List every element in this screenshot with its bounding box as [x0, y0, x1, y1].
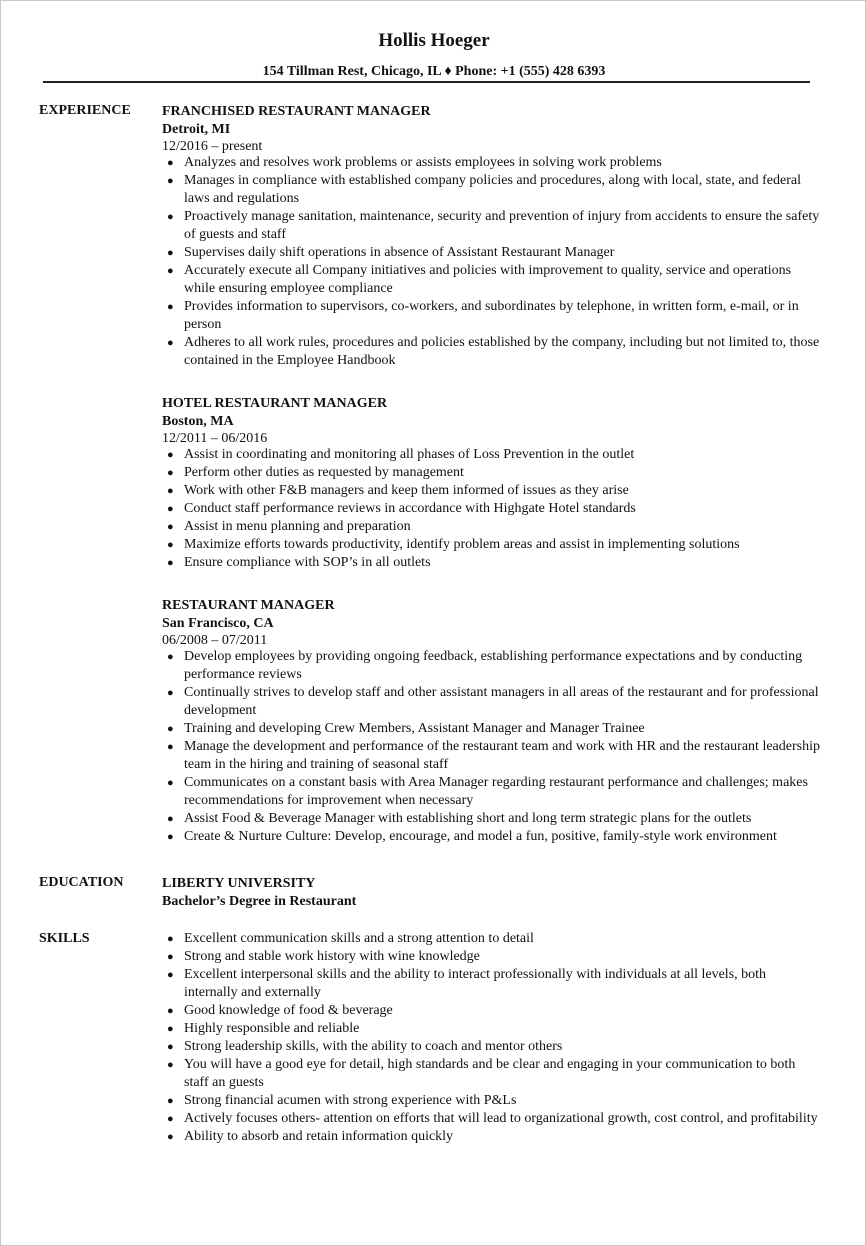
- list-item: [162, 464, 822, 482]
- list-item: [162, 1128, 822, 1146]
- skills-list: [162, 930, 822, 1146]
- list-item: [162, 482, 822, 500]
- bullet-text: Assist in coordinating and monitoring all phases of Loss Prevention in the outlet: [184, 447, 635, 462]
- bullet-icon: ●: [167, 157, 174, 169]
- skill-text: Excellent interpersonal skills and the ability to interact professionally with individuals at all levels, both internally and externally: [184, 967, 767, 1000]
- bullet-icon: ●: [167, 831, 174, 843]
- skill-text: Excellent communication skills and a strong attention to detail: [184, 931, 534, 946]
- bullet-icon: ●: [167, 521, 174, 533]
- bullet-text: Proactively manage sanitation, maintenance, security and prevention of injury from accidents to ensure the safety of guests and staff: [184, 209, 820, 242]
- job-title: FRANCHISED RESTAURANT MANAGER: [162, 104, 431, 119]
- bullet-icon: ●: [167, 951, 174, 963]
- list-item: [162, 172, 822, 208]
- bullet-text: Assist Food & Beverage Manager with establishing short and long term strategic plans for the outlets: [184, 811, 752, 826]
- skill-text: Actively focuses others- attention on efforts that will lead to organizational growth, cost control, and profitability: [184, 1111, 818, 1126]
- bullet-icon: ●: [167, 211, 174, 223]
- job-title: HOTEL RESTAURANT MANAGER: [162, 396, 388, 411]
- skill-text: Strong financial acumen with strong experience with P&Ls: [184, 1093, 517, 1108]
- bullet-icon: ●: [167, 777, 174, 789]
- bullet-icon: ●: [167, 265, 174, 277]
- bullet-text: Create & Nurture Culture: Develop, encourage, and model a fun, positive, family-style work environment: [184, 829, 777, 844]
- bullet-text: Training and developing Crew Members, Assistant Manager and Manager Trainee: [184, 721, 645, 736]
- list-item: [162, 334, 822, 370]
- skill-text: Ability to absorb and retain information quickly: [184, 1129, 454, 1144]
- list-item: [162, 1056, 822, 1092]
- list-item: [162, 828, 822, 846]
- header-divider: [43, 81, 810, 83]
- bullet-icon: ●: [167, 301, 174, 313]
- experience-heading: EXPERIENCE: [39, 103, 131, 118]
- bullet-text: Conduct staff performance reviews in accordance with Highgate Hotel standards: [184, 501, 636, 516]
- list-item: [162, 966, 822, 1002]
- bullet-icon: ●: [167, 1041, 174, 1053]
- skill-text: Strong leadership skills, with the ability to coach and mentor others: [184, 1039, 563, 1054]
- bullet-text: Manages in compliance with established company policies and procedures, along with local, state, and federal laws and regulations: [184, 173, 801, 206]
- list-item: [162, 1020, 822, 1038]
- list-item: [162, 244, 822, 262]
- bullet-icon: ●: [167, 723, 174, 735]
- list-item: [162, 738, 822, 774]
- list-item: [162, 720, 822, 738]
- bullet-text: Perform other duties as requested by management: [184, 465, 464, 480]
- bullet-icon: ●: [167, 449, 174, 461]
- job-title: RESTAURANT MANAGER: [162, 598, 335, 613]
- job-location: San Francisco, CA: [162, 616, 274, 631]
- list-item: [162, 446, 822, 464]
- job-location: Boston, MA: [162, 414, 234, 429]
- bullet-text: Maximize efforts towards productivity, identify problem areas and assist in implementing solutions: [184, 537, 740, 552]
- contact-line: 154 Tillman Rest, Chicago, IL ♦ Phone: +1 (555) 428 6393: [262, 64, 606, 79]
- bullet-text: Supervises daily shift operations in absence of Assistant Restaurant Manager: [184, 245, 615, 260]
- bullet-text: Manage the development and performance of the restaurant team and work with HR and the restaurant leadership team in the hiring and training of seasonal staff: [184, 739, 820, 772]
- list-item: [162, 518, 822, 536]
- bullet-icon: ●: [167, 557, 174, 569]
- bullet-icon: ●: [167, 1023, 174, 1035]
- skills-entry: [162, 930, 822, 1146]
- list-item: [162, 810, 822, 828]
- bullet-icon: ●: [167, 813, 174, 825]
- list-item: [162, 154, 822, 172]
- bullet-icon: ●: [167, 651, 174, 663]
- bullet-icon: ●: [167, 687, 174, 699]
- bullet-text: Adheres to all work rules, procedures and policies established by the company, including but not limited to, those contained in the Employee Handbook: [184, 335, 820, 368]
- job-dates: 12/2016 – present: [162, 139, 263, 154]
- bullet-icon: ●: [167, 1113, 174, 1125]
- bullet-icon: ●: [167, 503, 174, 515]
- list-item: [162, 536, 822, 554]
- list-item: [162, 648, 822, 684]
- school-name: LIBERTY UNIVERSITY: [162, 876, 316, 891]
- job-bullets: [162, 154, 822, 370]
- skills-heading: SKILLS: [39, 931, 90, 946]
- job-location: Detroit, MI: [162, 122, 231, 137]
- job-entry: [162, 597, 822, 846]
- bullet-text: Provides information to supervisors, co-workers, and subordinates by telephone, in written form, e-mail, or in person: [184, 299, 799, 332]
- skill-text: You will have a good eye for detail, high standards and be clear and engaging in your communication to both staff an guests: [184, 1057, 796, 1090]
- job-entry: [162, 103, 822, 370]
- bullet-icon: ●: [167, 175, 174, 187]
- job-dates: 12/2011 – 06/2016: [162, 431, 268, 446]
- bullet-icon: ●: [167, 539, 174, 551]
- job-bullets: [162, 648, 822, 846]
- list-item: [162, 930, 822, 948]
- bullet-text: Analyzes and resolves work problems or assists employees in solving work problems: [184, 155, 662, 170]
- bullet-icon: ●: [167, 247, 174, 259]
- candidate-name: Hollis Hoeger: [378, 30, 490, 51]
- bullet-text: Communicates on a constant basis with Area Manager regarding restaurant performance and challenges; makes recommendations for improvement when necessary: [184, 775, 808, 808]
- bullet-icon: ●: [167, 467, 174, 479]
- list-item: [162, 948, 822, 966]
- bullet-icon: ●: [167, 1095, 174, 1107]
- list-item: [162, 1002, 822, 1020]
- bullet-icon: ●: [167, 969, 174, 981]
- bullet-icon: ●: [167, 1005, 174, 1017]
- bullet-text: Continually strives to develop staff and other assistant managers in all areas of the restaurant and for professional development: [184, 685, 819, 718]
- bullet-text: Work with other F&B managers and keep them informed of issues as they arise: [184, 483, 629, 498]
- skill-text: Good knowledge of food & beverage: [184, 1003, 393, 1018]
- job-dates: 06/2008 – 07/2011: [162, 633, 268, 648]
- education-heading: EDUCATION: [39, 875, 124, 890]
- job-bullets: [162, 446, 822, 572]
- list-item: [162, 500, 822, 518]
- list-item: [162, 774, 822, 810]
- bullet-text: Assist in menu planning and preparation: [184, 519, 411, 534]
- bullet-icon: ●: [167, 1131, 174, 1143]
- bullet-icon: ●: [167, 337, 174, 349]
- bullet-icon: ●: [167, 933, 174, 945]
- list-item: [162, 262, 822, 298]
- list-item: [162, 684, 822, 720]
- list-item: [162, 298, 822, 334]
- skill-text: Highly responsible and reliable: [184, 1021, 360, 1036]
- degree-name: Bachelor’s Degree in Restaurant: [162, 894, 357, 909]
- bullet-icon: ●: [167, 1059, 174, 1071]
- list-item: [162, 208, 822, 244]
- list-item: [162, 1092, 822, 1110]
- skill-text: Strong and stable work history with wine knowledge: [184, 949, 480, 964]
- bullet-icon: ●: [167, 485, 174, 497]
- list-item: [162, 554, 822, 572]
- bullet-icon: ●: [167, 741, 174, 753]
- education-entry: [162, 875, 822, 911]
- job-entry: [162, 395, 822, 572]
- list-item: [162, 1038, 822, 1056]
- bullet-text: Ensure compliance with SOP’s in all outlets: [184, 555, 431, 570]
- bullet-text: Develop employees by providing ongoing feedback, establishing performance expectations and by conducting performance reviews: [184, 649, 803, 682]
- list-item: [162, 1110, 822, 1128]
- bullet-text: Accurately execute all Company initiatives and policies with improvement to quality, service and operations while ensuring employee compliance: [184, 263, 792, 296]
